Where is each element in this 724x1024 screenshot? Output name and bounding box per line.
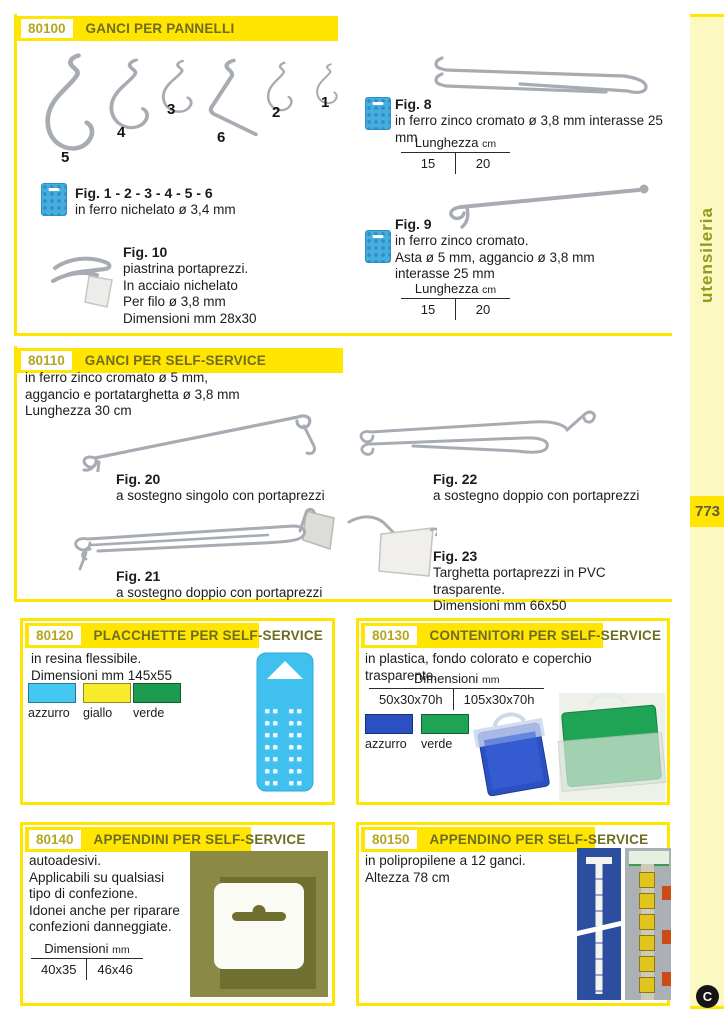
hook-number-1: 1 <box>321 94 330 111</box>
fig9-line-3: interasse 25 mm <box>395 266 495 281</box>
swatch-giallo: giallo <box>83 683 131 720</box>
panel-hooks-illustration <box>28 46 348 178</box>
table-cell: 105x30x70h <box>453 689 545 710</box>
table-cell: 50x30x70h <box>379 692 443 707</box>
clip-strip-header <box>586 857 612 864</box>
fig23-label: Fig. 23 <box>433 548 478 564</box>
dimensions-table <box>31 941 143 980</box>
fig8-length-table <box>401 135 510 174</box>
fig20-label: Fig. 20 <box>116 471 161 487</box>
section-80100-header <box>17 16 338 41</box>
swatch-azzurro: azzurro <box>28 683 76 720</box>
hang-tab-illustration <box>190 851 328 997</box>
section-80140-header <box>25 827 306 852</box>
desc-line: in plastica, fondo colorato e coperchio trasparente. <box>365 651 592 683</box>
hook-number-6: 6 <box>217 129 226 146</box>
clip-strip-illustration <box>577 848 621 1000</box>
fig20-desc: a sostegno singolo con portaprezzi <box>116 488 325 503</box>
section-title: PLACCHETTE PER SELF-SERVICE <box>93 628 323 643</box>
fig10-line-2: In acciaio nichelato <box>123 277 238 293</box>
section-code: 80110 <box>21 351 72 370</box>
price-bag-icon <box>365 230 391 263</box>
section-80150 <box>356 822 670 1006</box>
fig21-label: Fig. 21 <box>116 568 161 584</box>
desc-line-4: Idonei anche per riparare <box>29 902 180 918</box>
swatch-azzurro: azzurro <box>365 714 413 751</box>
table-header: Dimensioni mm <box>369 671 544 689</box>
fig10-line-3: Per filo ø 3,8 mm <box>123 294 226 309</box>
section-title: GANCI PER PANNELLI <box>85 21 235 36</box>
fig23-line-1: Targhetta portaprezzi in PVC trasparente. <box>433 565 606 597</box>
desc-line-3: tipo di confezione. <box>29 886 138 901</box>
desc-line-1: autoadesivi. <box>29 853 102 868</box>
fig8-illustration <box>428 52 668 102</box>
table-cell: 15 <box>420 156 436 171</box>
fig22-label: Fig. 22 <box>433 471 478 487</box>
hook-number-5: 5 <box>61 149 70 166</box>
fig22-illustration <box>353 404 603 468</box>
section-code: 80100 <box>21 19 73 38</box>
desc-line-1: in polipropilene a 12 ganci. <box>365 853 526 868</box>
intro-line-3: Lunghezza 30 cm <box>25 403 132 418</box>
hang-tab <box>214 883 304 969</box>
fig20-illustration <box>73 402 338 472</box>
sidebar-category-label: utensileria <box>697 206 716 304</box>
section-title: APPENDINI PER SELF-SERVICE <box>93 832 306 847</box>
fig10-line-4: Dimensioni mm 28x30 <box>123 310 257 326</box>
table-cell: 20 <box>455 153 510 174</box>
fig23-illustration <box>345 512 437 582</box>
fig9-label: Fig. 9 <box>395 216 432 232</box>
section-80120 <box>20 618 335 805</box>
fig10-label: Fig. 10 <box>123 244 168 260</box>
section-80150-header <box>361 827 649 852</box>
intro-line-2: aggancio e portatarghetta ø 3,8 mm <box>25 386 240 402</box>
table-header: Lunghezza cm <box>401 281 510 299</box>
table-cell: 40x35 <box>41 962 77 977</box>
fig10-illustration <box>49 250 119 310</box>
fig8-desc: in ferro zinco cromato ø 3,8 mm interasse 25 mm <box>395 113 663 145</box>
table-cell: 46x46 <box>86 959 142 980</box>
fig-1-6-label: Fig. 1 - 2 - 3 - 4 - 5 - 6 <box>75 185 213 201</box>
section-80120-header <box>25 623 323 648</box>
section-80130-header <box>361 623 662 648</box>
fig23-line-2: Dimensioni mm 66x50 <box>433 598 567 613</box>
publisher-logo: C <box>696 985 719 1008</box>
section-code: 80130 <box>365 626 417 645</box>
desc-line-2: Applicabili su qualsiasi <box>29 869 165 885</box>
section-title: APPENDINO PER SELF-SERVICE <box>429 832 649 847</box>
section-code: 80140 <box>29 830 81 849</box>
fig22-desc: a sostegno doppio con portaprezzi <box>433 488 640 503</box>
containers-illustration <box>471 691 667 803</box>
price-bag-icon <box>365 97 391 130</box>
table-cell: 15 <box>420 302 436 317</box>
placchetta-illustration <box>255 651 315 793</box>
clip-strip-photo <box>625 848 671 1000</box>
table-cell: 20 <box>455 299 510 320</box>
section-80100 <box>14 14 672 336</box>
hook-number-3: 3 <box>167 101 176 118</box>
section-title: CONTENITORI PER SELF-SERVICE <box>429 628 662 643</box>
fig9-line-2: Asta ø 5 mm, aggancio ø 3,8 mm <box>395 249 595 265</box>
desc-line-2: Altezza 78 cm <box>365 869 450 885</box>
swatch-verde: verde <box>421 714 469 751</box>
hook-number-2: 2 <box>272 104 281 121</box>
page-number: 773 <box>690 496 724 527</box>
desc-line-5: confezioni danneggiate. <box>29 919 172 934</box>
fig9-length-table <box>401 281 510 320</box>
price-bag-icon <box>41 183 67 216</box>
section-80130 <box>356 618 670 805</box>
fig21-desc: a sostegno doppio con portaprezzi <box>116 585 323 600</box>
fig8-label: Fig. 8 <box>395 96 432 112</box>
swatch-verde: verde <box>133 683 181 720</box>
hook-number-4: 4 <box>117 124 126 141</box>
desc-line-1: in resina flessibile. <box>31 651 142 666</box>
section-80110 <box>14 346 672 613</box>
fig10-line-1: piastrina portaprezzi. <box>123 261 249 276</box>
fig9-line-1: in ferro zinco cromato. <box>395 233 529 248</box>
section-title: GANCI PER SELF-SERVICE <box>84 353 266 368</box>
table-header: Lunghezza cm <box>401 135 510 153</box>
section-80140 <box>20 822 335 1006</box>
desc-line-2: Dimensioni mm 145x55 <box>31 667 173 683</box>
section-code: 80120 <box>29 626 81 645</box>
intro-line-1: in ferro zinco cromato ø 5 mm, <box>25 370 209 385</box>
section-code: 80150 <box>365 830 417 849</box>
fig-1-6-desc: in ferro nichelato ø 3,4 mm <box>75 202 236 217</box>
table-header: Dimensioni mm <box>31 941 143 959</box>
fig21-illustration <box>58 501 338 573</box>
